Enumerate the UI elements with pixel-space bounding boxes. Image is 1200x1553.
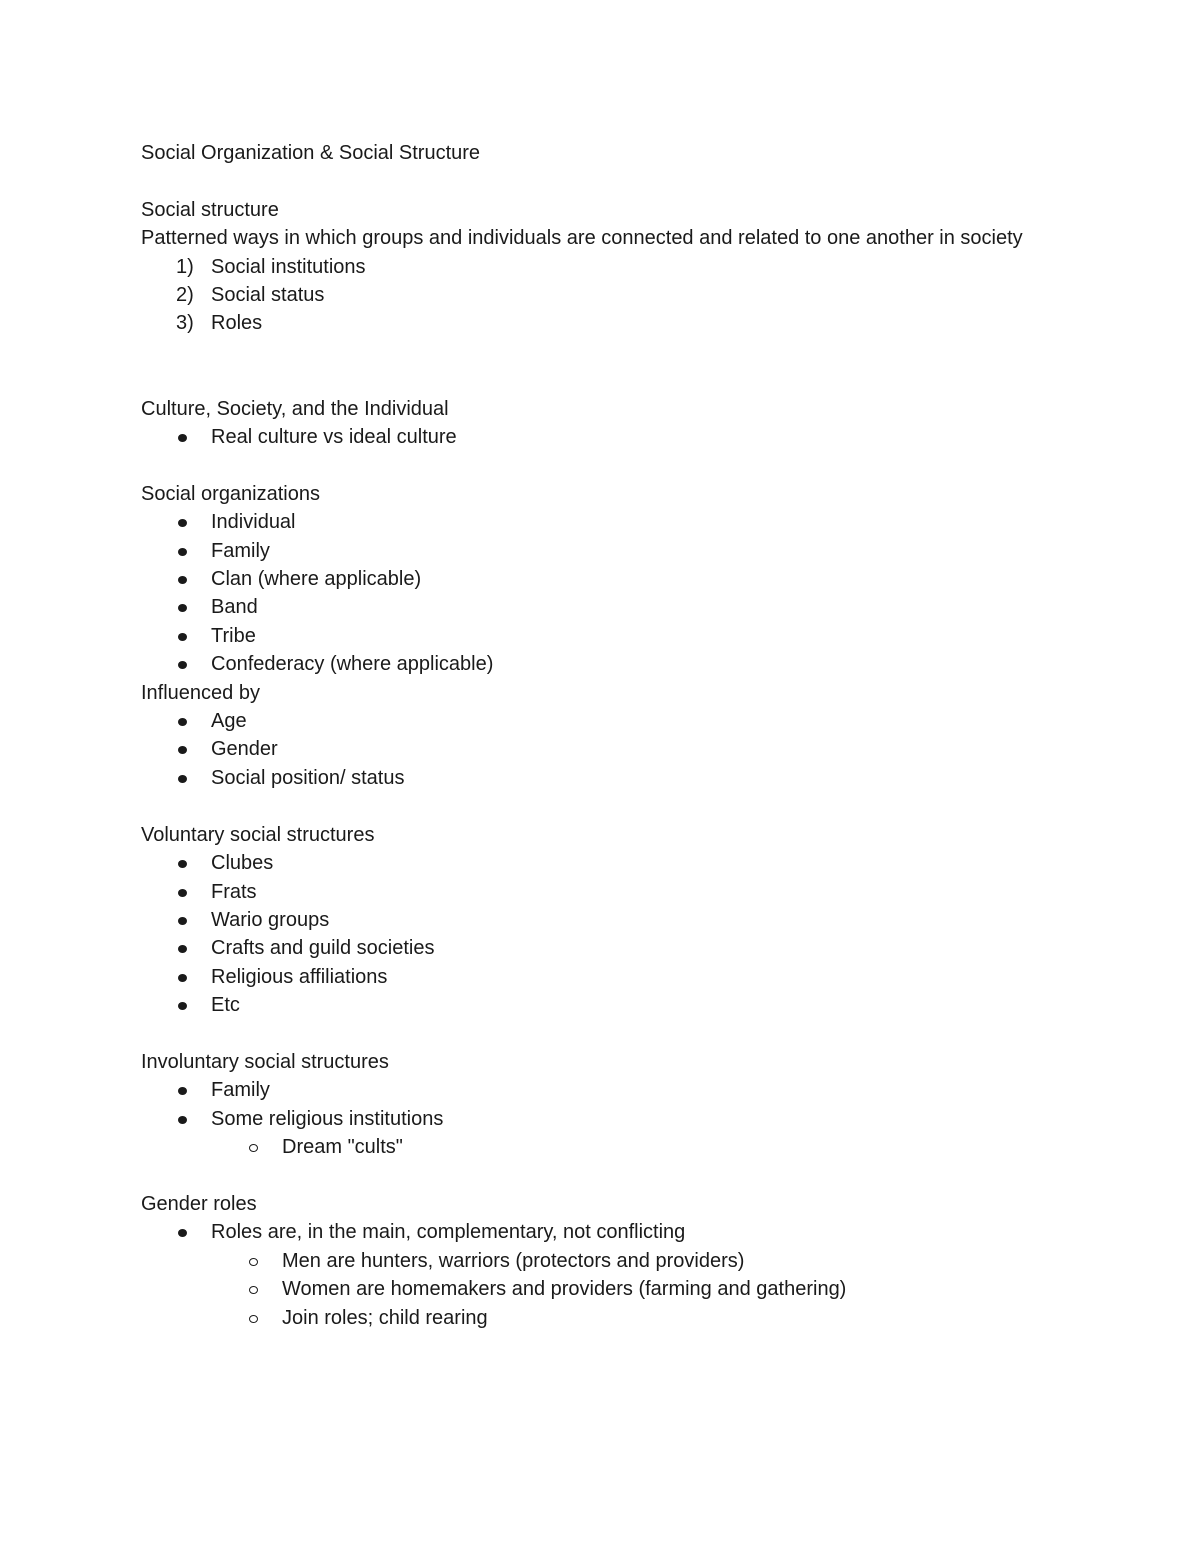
bullet-list-item [141, 508, 1041, 536]
list-item-text: Some religious institutions [211, 1107, 444, 1130]
bullet-list-item [141, 934, 1041, 962]
bullet-icon [178, 434, 187, 442]
section-culture [141, 395, 1041, 452]
sub-bullet-list-item [141, 1133, 1041, 1161]
bullet-icon [178, 718, 187, 726]
bullet-list-item [141, 650, 1041, 678]
section-social-organizations [141, 480, 1041, 679]
list-item-text: Clubes [211, 852, 274, 875]
bullet-list-item [141, 593, 1041, 621]
bullet-list-item [141, 878, 1041, 906]
section-heading: Gender roles [141, 1192, 257, 1215]
bullet-icon [178, 746, 187, 754]
bullet-icon [178, 974, 187, 982]
bullet-icon [178, 1229, 187, 1237]
list-item-text: Religious affiliations [211, 965, 388, 988]
list-item-text: Family [211, 539, 270, 562]
list-item-text: Social institutions [211, 255, 366, 278]
document-page [141, 139, 1041, 1332]
bullet-list-item [141, 1076, 1041, 1104]
bullet-list-item [141, 622, 1041, 650]
list-item-text: Crafts and guild societies [211, 937, 435, 960]
section-influenced-by [141, 679, 1041, 793]
list-item-text: Social position/ status [211, 766, 405, 789]
bullet-icon [178, 633, 187, 641]
bullet-icon [178, 1087, 187, 1095]
numbered-list-item [141, 253, 1041, 281]
list-item-text: Dream "cults" [282, 1136, 403, 1159]
list-item-text: Women are homemakers and providers (farming and gathering) [282, 1278, 847, 1301]
list-item-text: Gender [211, 738, 278, 761]
bullet-icon [178, 576, 187, 584]
bullet-list-item [141, 764, 1041, 792]
bullet-icon [178, 661, 187, 669]
list-item-text: Social status [211, 284, 325, 307]
list-item-text: Confederacy (where applicable) [211, 653, 494, 676]
section-heading: Social structure [141, 198, 279, 221]
numbered-list-item [141, 309, 1041, 337]
section-gender-roles [141, 1190, 1041, 1332]
section-social-structure [141, 196, 1041, 338]
section-heading: Social organizations [141, 482, 320, 505]
list-item-text: Roles are, in the main, complementary, not conflicting [211, 1221, 686, 1244]
list-item-text: Band [211, 596, 258, 619]
bullet-list-item [141, 423, 1041, 451]
definition-text: Patterned ways in which groups and individuals are connected and related to one another in society [141, 227, 1023, 250]
section-heading: Culture, Society, and the Individual [141, 397, 449, 420]
bullet-list-item [141, 963, 1041, 991]
list-item-text: Age [211, 710, 247, 733]
list-number: 1) [176, 255, 194, 278]
list-item-text: Clan (where applicable) [211, 568, 422, 591]
list-item-text: Family [211, 1079, 270, 1102]
list-item-text: Etc [211, 994, 240, 1017]
sub-bullet-list-item [141, 1247, 1041, 1275]
hollow-bullet-icon [249, 1286, 258, 1294]
hollow-bullet-icon [249, 1315, 258, 1323]
hollow-bullet-icon [249, 1144, 258, 1152]
document-title: Social Organization & Social Structure [141, 142, 481, 164]
bullet-icon [178, 775, 187, 783]
bullet-icon [178, 548, 187, 556]
bullet-list-item [141, 565, 1041, 593]
list-item-text: Tribe [211, 624, 256, 647]
list-item-text: Real culture vs ideal culture [211, 426, 457, 449]
section-heading: Voluntary social structures [141, 823, 375, 846]
bullet-icon [178, 1116, 187, 1124]
bullet-list-item [141, 906, 1041, 934]
bullet-list-item [141, 537, 1041, 565]
bullet-icon [178, 945, 187, 953]
list-item-text: Roles [211, 312, 263, 335]
list-number: 2) [176, 284, 194, 307]
sub-bullet-list-item [141, 1304, 1041, 1332]
list-item-text: Individual [211, 511, 296, 534]
list-item-text: Wario groups [211, 908, 330, 931]
bullet-icon [178, 917, 187, 925]
section-heading: Influenced by [141, 681, 260, 704]
bullet-icon [178, 889, 187, 897]
section-involuntary-structures [141, 1048, 1041, 1162]
bullet-icon [178, 1002, 187, 1010]
section-heading: Involuntary social structures [141, 1050, 389, 1073]
list-item-text: Men are hunters, warriors (protectors and providers) [282, 1249, 745, 1272]
list-item-text: Join roles; child rearing [282, 1306, 488, 1329]
bullet-icon [178, 604, 187, 612]
section-voluntary-structures [141, 821, 1041, 1020]
bullet-list-item [141, 1218, 1041, 1246]
bullet-list-item [141, 849, 1041, 877]
bullet-list-item [141, 1105, 1041, 1133]
bullet-list-item [141, 735, 1041, 763]
bullet-icon [178, 860, 187, 868]
list-item-text: Frats [211, 880, 257, 903]
bullet-list-item [141, 991, 1041, 1019]
bullet-icon [178, 519, 187, 527]
sub-bullet-list-item [141, 1275, 1041, 1303]
bullet-list-item [141, 707, 1041, 735]
hollow-bullet-icon [249, 1258, 258, 1266]
numbered-list-item [141, 281, 1041, 309]
list-number: 3) [176, 312, 194, 335]
